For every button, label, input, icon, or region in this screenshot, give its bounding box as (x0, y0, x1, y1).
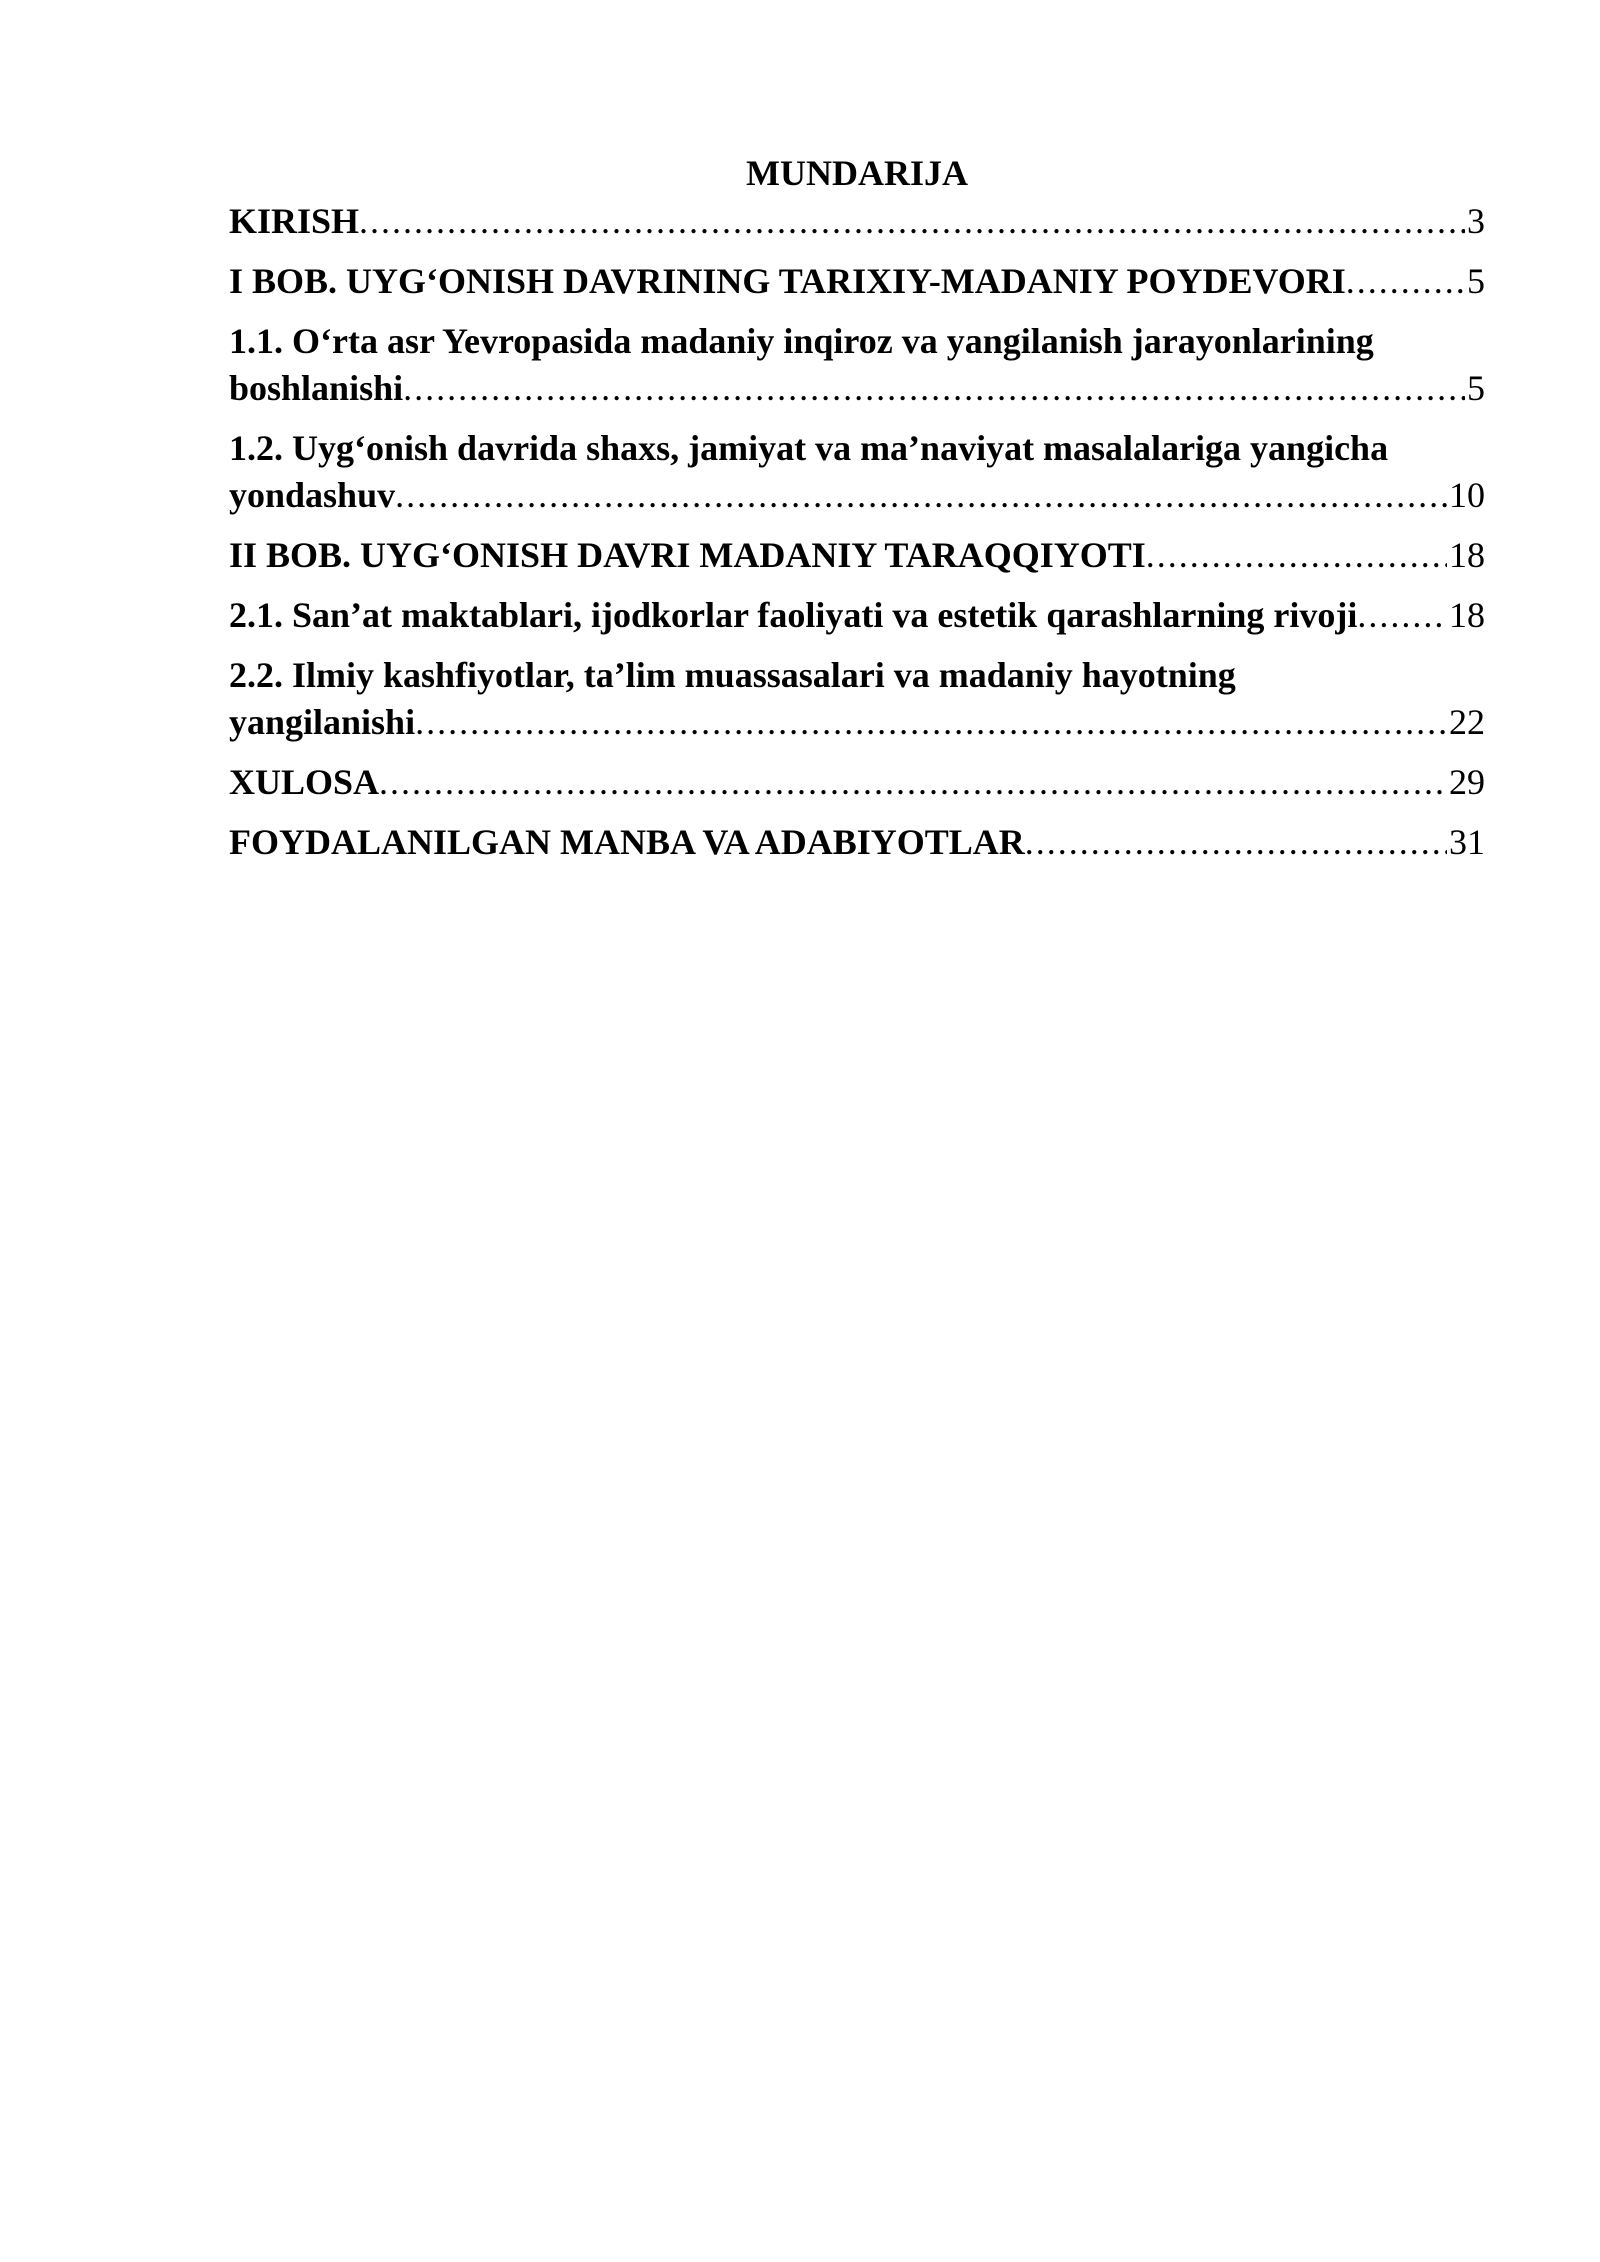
toc-page-number: 5 (1467, 368, 1485, 408)
toc-entry-label: I BOB. UYG‘ONISH DAVRINING TARIXIY-MADANIY POYDEVORI (229, 261, 1346, 301)
dot-leader (395, 472, 1447, 519)
dot-leader (1346, 258, 1465, 305)
toc-entry-section-1-2[interactable] (229, 425, 1485, 519)
toc-entry-chapter-1[interactable] (229, 258, 1485, 305)
toc-entry-kirish[interactable] (229, 198, 1485, 245)
toc-page-number: 18 (1449, 535, 1485, 575)
toc-entry-label: KIRISH (229, 201, 360, 241)
toc-title: MUNDARIJA (746, 153, 968, 193)
toc-entry-xulosa[interactable] (229, 759, 1485, 806)
toc-entry-references[interactable] (229, 819, 1485, 866)
toc-entry-label: 2.2. Ilmiy kashfiyotlar, ta’lim muassasalari va madaniy hayotning (229, 655, 1236, 695)
toc-entry-section-2-1[interactable] (229, 592, 1485, 639)
toc-entry-label-continued: boshlanishi (229, 368, 404, 408)
toc-entry-continuation (229, 365, 1485, 412)
toc-entry-label: FOYDALANILGAN MANBA VA ADABIYOTLAR (229, 822, 1025, 862)
dot-leader (415, 699, 1447, 746)
toc-page-number: 3 (1467, 201, 1485, 241)
toc-entry-label-continued: yangilanishi (229, 702, 416, 742)
dot-leader (1025, 819, 1447, 866)
toc-entry-label: 1.2. Uyg‘onish davrida shaxs, jamiyat va ma’naviyat masalalariga yangicha (229, 428, 1389, 468)
dot-leader (1146, 532, 1447, 579)
toc-entry-continuation (229, 472, 1485, 519)
toc-entry-section-2-2[interactable] (229, 652, 1485, 746)
toc-entry-section-1-1[interactable] (229, 318, 1485, 412)
toc-page-number: 10 (1449, 475, 1485, 515)
dot-leader (403, 365, 1465, 412)
toc-page-number: 5 (1467, 261, 1485, 301)
dot-leader (1357, 592, 1447, 639)
toc-entry-continuation (229, 699, 1485, 746)
toc-page-number: 29 (1449, 762, 1485, 802)
dot-leader (359, 198, 1465, 245)
toc-entry-label-continued: yondashuv (229, 475, 396, 515)
toc-entry-label: II BOB. UYG‘ONISH DAVRI MADANIY TARAQQIYOTI (229, 535, 1146, 575)
toc-entry-label: 2.1. San’at maktablari, ijodkorlar faoliyati va estetik qarashlarning rivoji (229, 595, 1358, 635)
toc-entry-chapter-2[interactable] (229, 532, 1485, 579)
toc-page-number: 22 (1449, 702, 1485, 742)
toc-entry-label: 1.1. O‘rta asr Yevropasida madaniy inqiroz va yangilanish jarayonlarining (229, 321, 1374, 361)
toc-page-number: 31 (1449, 822, 1485, 862)
dot-leader (379, 759, 1447, 806)
toc-entry-label: XULOSA (229, 762, 380, 802)
table-of-contents (229, 148, 1485, 866)
toc-page-number: 18 (1449, 595, 1485, 635)
